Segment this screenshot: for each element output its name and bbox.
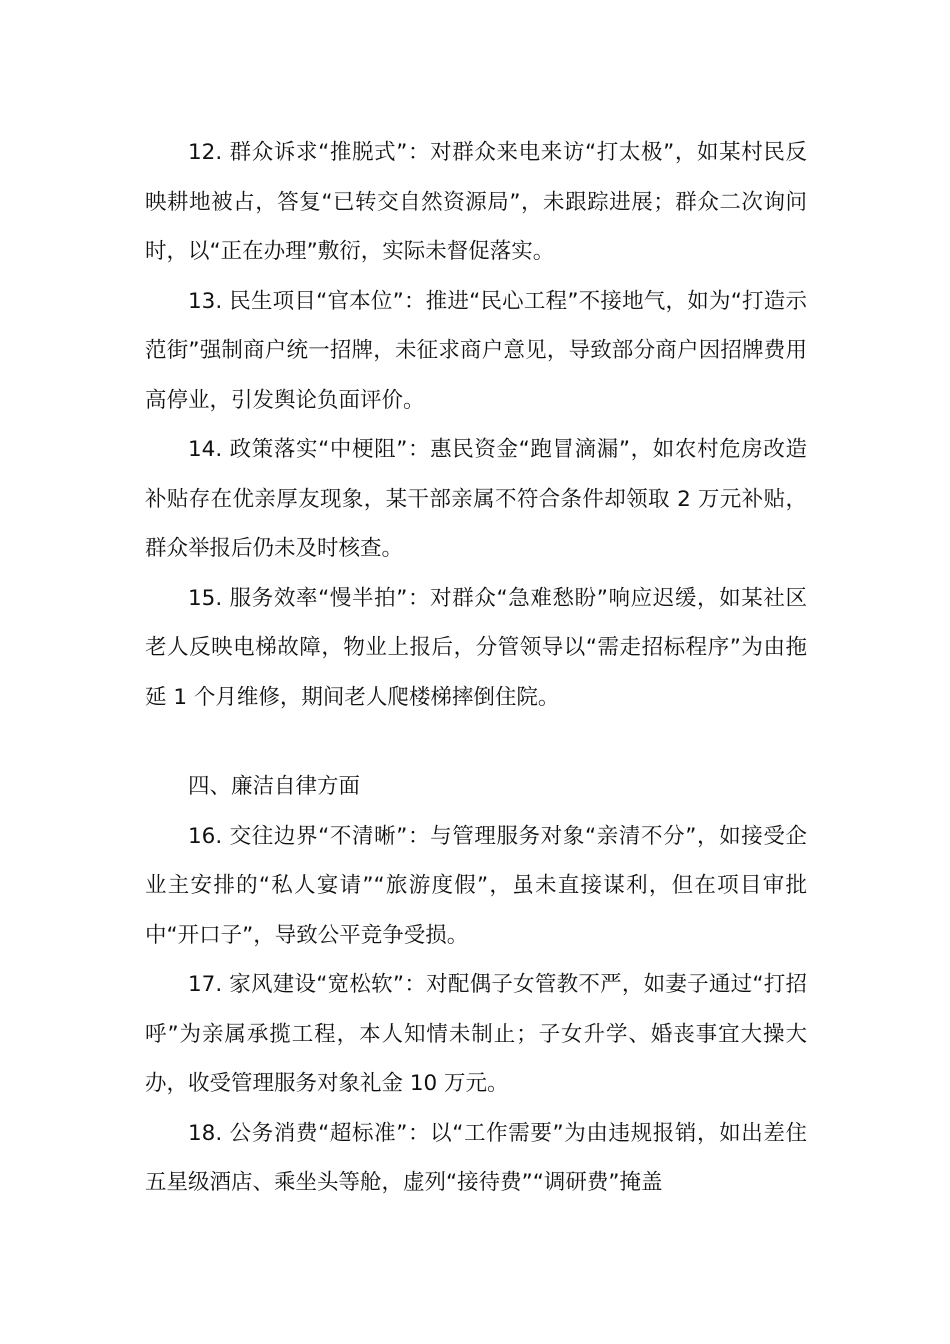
paragraph-item-16: 16. 交往边界“不清晰”：与管理服务对象“亲清不分”，如接受企业主安排的“私人宴请”“旅游度假”，虽未直接谋利，但在项目审批中“开口子”，导致公平竞争受损。: [145, 823, 807, 948]
paragraph-item-18: 18. 公务消费“超标准”：以“工作需要”为由违规报销，如出差住五星级酒店、乘坐头等舱，虚列“接待费”“调研费”掩盖: [145, 1120, 807, 1195]
document-body: [145, 128, 807, 1208]
section-heading: 四、廉洁自律方面: [188, 774, 361, 799]
paragraph-item-13: 13. 民生项目“官本位”：推进“民心工程”不接地气，如为“打造示范街”强制商户统一招牌，未征求商户意见，导致部分商户因招牌费用高停业，引发舆论负面评价。: [145, 288, 807, 413]
paragraph-item-12: 12. 群众诉求“推脱式”：对群众来电来访“打太极”，如某村民反映耕地被占，答复“已转交自然资源局”，未跟踪进展；群众二次询问时，以“正在办理”敷衍，实际未督促落实。: [145, 140, 807, 264]
paragraph-item-17: 17. 家风建设“宽松软”：对配偶子女管教不严，如妻子通过“打招呼”为亲属承揽工程，本人知情未制止；子女升学、婚丧事宜大操大办，收受管理服务对象礼金 10 万元。: [145, 972, 807, 1096]
paragraph-item-14: 14. 政策落实“中梗阻”：惠民资金“跑冒滴漏”，如农村危房改造补贴存在优亲厚友现象，某干部亲属不符合条件却领取 2 万元补贴，群众举报后仍未及时核查。: [145, 437, 807, 561]
paragraph-item-15: 15. 服务效率“慢半拍”：对群众“急难愁盼”响应迟缓，如某社区老人反映电梯故障，物业上报后，分管领导以“需走招标程序”为由拖延 1 个月维修，期间老人爬楼梯摔倒住院。: [145, 585, 807, 710]
